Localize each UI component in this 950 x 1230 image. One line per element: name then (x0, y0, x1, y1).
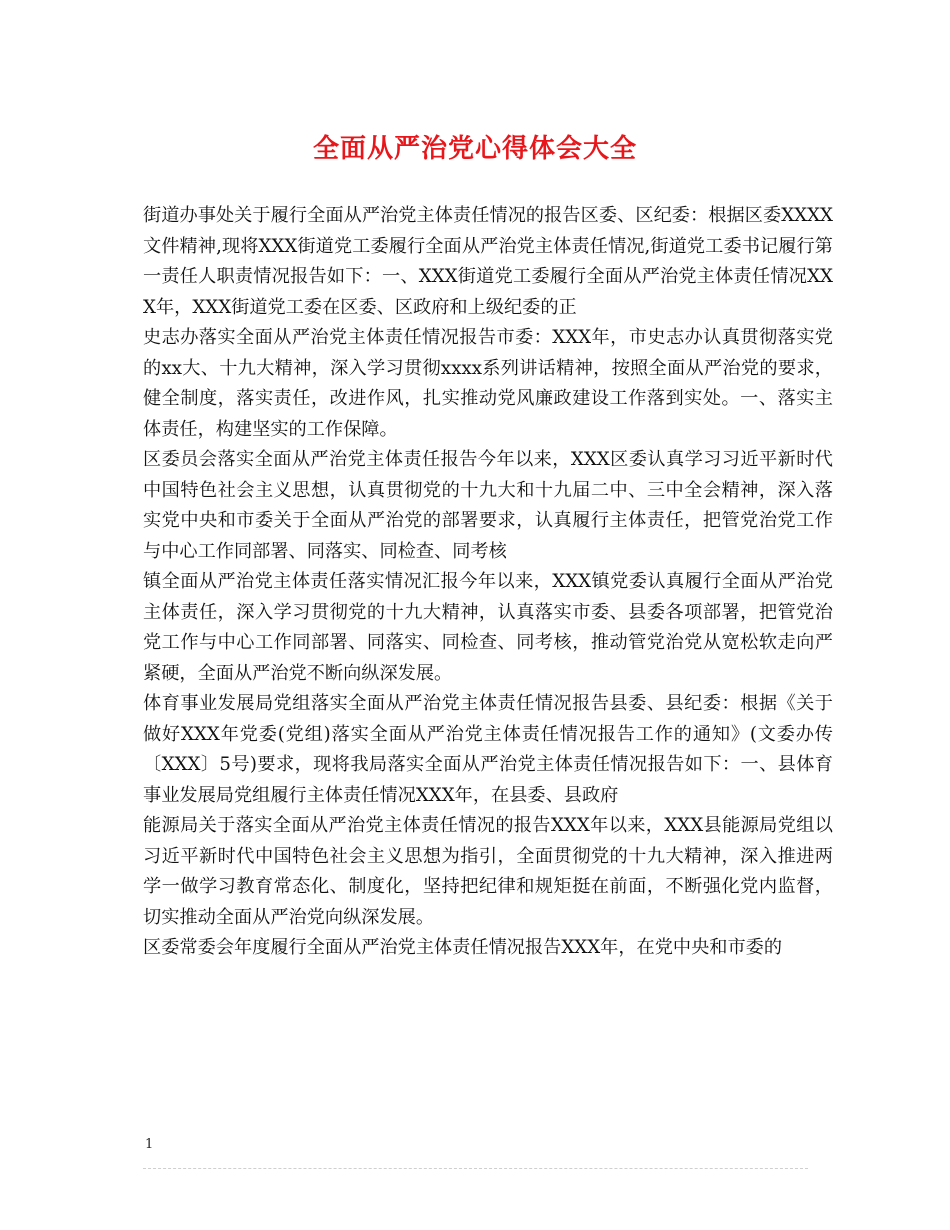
paragraph-street-office-report: 街道办事处关于履行全面从严治党主体责任情况的报告区委、区纪委：根据区委XXXX文件精神,现将XXX街道党工委履行全面从严治党主体责任情况,街道党工委书记履行第一责任人职责情况报告如下：一、XXX街道党工委履行全面从严治党主体责任情况XXX年，XXX街道党工委在区委、区政府和上级纪委的正 (143, 205, 833, 318)
paragraph-standing-committee-report: 区委常委会年度履行全面从严治党主体责任情况报告XXX年，在党中央和市委的 (143, 937, 783, 958)
paragraph-district-committee-report: 区委员会落实全面从严治党主体责任报告今年以来，XXX区委认真学习习近平新时代中国特色社会主义思想，认真贯彻党的十九大和十九届二中、三中全会精神，深入落实党中央和市委关于全面从严治党的部署要求，认真履行主体责任，把管党治党工作与中心工作同部署、同落实、同检查、同考核 (143, 449, 833, 562)
paragraph-town-report: 镇全面从严治党主体责任落实情况汇报今年以来，XXX镇党委认真履行全面从严治党主体责任，深入学习贯彻党的十九大精神，认真落实市委、县委各项部署，把管党治党工作与中心工作同部署、同落实、同检查、同考核，推动管党治党从宽松软走向严紧硬，全面从严治党不断向纵深发展。 (143, 571, 833, 684)
document-body (143, 201, 833, 964)
paragraph-history-office-report: 史志办落实全面从严治党主体责任情况报告市委：XXX年，市史志办认真贯彻落实党的xx大、十九大精神，深入学习贯彻xxxx系列讲话精神，按照全面从严治党的要求，健全制度，落实责任，改进作风，扎实推动党风廉政建设工作落到实处。一、落实主体责任，构建坚实的工作保障。 (143, 327, 833, 440)
footer-divider (143, 1168, 808, 1169)
paragraph-energy-bureau-report: 能源局关于落实全面从严治党主体责任情况的报告XXX年以来，XXX县能源局党组以习近平新时代中国特色社会主义思想为指引，全面贯彻党的十九大精神，深入推进两学一做学习教育常态化、制度化，坚持把纪律和规矩挺在前面，不断强化党内监督，切实推动全面从严治党向纵深发展。 (143, 815, 833, 928)
document-title: 全面从严治党心得体会大全 (312, 134, 637, 164)
paragraph-sports-bureau-report: 体育事业发展局党组落实全面从严治党主体责任情况报告县委、县纪委：根据《关于做好XXX年党委(党组)落实全面从严治党主体责任情况报告工作的通知》(文委办传〔XXX〕5号)要求，现将我局落实全面从严治党主体责任情况报告如下：一、县体育事业发展局党组履行主体责任情况XXX年，在县委、县政府 (143, 693, 833, 806)
page-number: 1 (145, 1137, 154, 1152)
